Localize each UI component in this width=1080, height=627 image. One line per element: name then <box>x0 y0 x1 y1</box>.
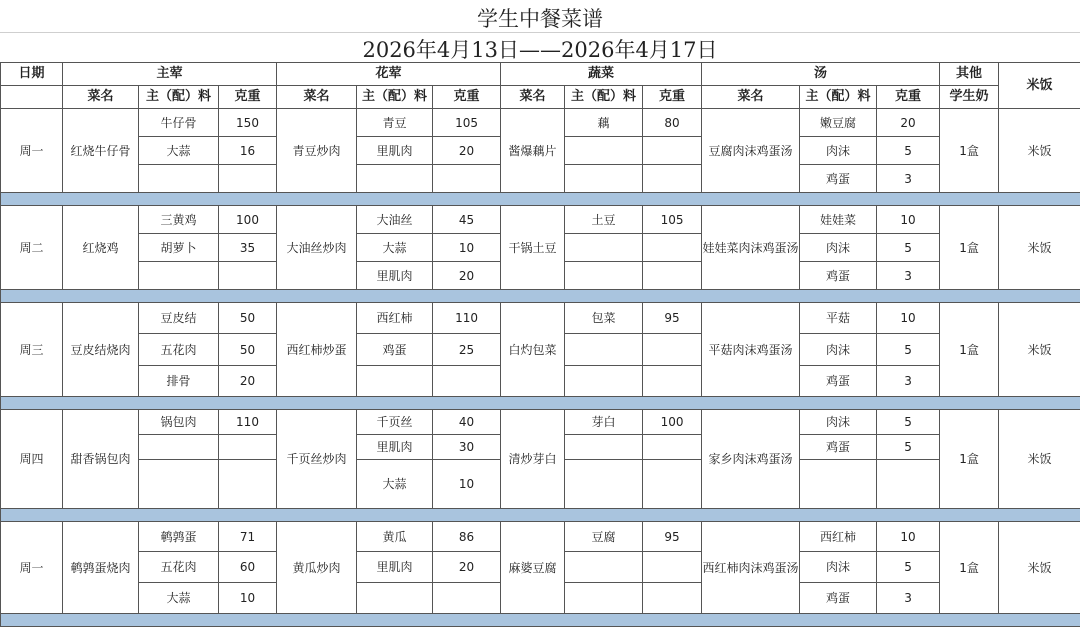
main-dish-name: 甜香锅包肉 <box>63 410 139 509</box>
main-weight: 16 <box>219 137 277 165</box>
soup-ingredient: 肉沫 <box>800 410 877 435</box>
main-dish-name: 鹌鹑蛋烧肉 <box>63 522 139 614</box>
soup-ingredient: 肉沫 <box>800 137 877 165</box>
half-ingredient <box>357 165 433 193</box>
half-ingredient: 里肌肉 <box>357 262 433 290</box>
milk-cell: 1盒 <box>940 303 999 397</box>
soup-ingredient: 西红柿 <box>800 522 877 552</box>
half-ingredient <box>357 583 433 614</box>
soup-weight: 5 <box>877 334 940 366</box>
half-weight: 45 <box>433 206 501 234</box>
veg-weight: 105 <box>643 206 702 234</box>
header-other: 其他 <box>940 63 999 86</box>
main-weight: 71 <box>219 522 277 552</box>
header-veg-weight: 克重 <box>643 86 702 109</box>
header-row-top <box>1 63 1080 86</box>
half-ingredient: 青豆 <box>357 109 433 137</box>
veg-weight <box>643 234 702 262</box>
day-cell: 周四 <box>1 410 63 509</box>
separator-band <box>1 509 1080 522</box>
header-rice: 米饭 <box>999 63 1080 109</box>
veg-dish-name: 干锅土豆 <box>501 206 565 290</box>
half-ingredient: 里肌肉 <box>357 137 433 165</box>
veg-dish-name: 麻婆豆腐 <box>501 522 565 614</box>
header-soup-name: 菜名 <box>702 86 800 109</box>
soup-weight: 5 <box>877 552 940 583</box>
table-row <box>1 303 1080 334</box>
soup-dish-name: 豆腐肉沫鸡蛋汤 <box>702 109 800 193</box>
soup-ingredient: 鸡蛋 <box>800 165 877 193</box>
veg-weight <box>643 334 702 366</box>
veg-ingredient: 芽白 <box>565 410 643 435</box>
header-half: 花荤 <box>277 63 501 86</box>
soup-ingredient: 鸡蛋 <box>800 262 877 290</box>
main-weight: 20 <box>219 366 277 397</box>
half-weight: 86 <box>433 522 501 552</box>
soup-weight: 5 <box>877 410 940 435</box>
veg-ingredient <box>565 234 643 262</box>
soup-weight: 10 <box>877 522 940 552</box>
main-ingredient <box>139 262 219 290</box>
soup-ingredient: 鸡蛋 <box>800 366 877 397</box>
soup-weight: 20 <box>877 109 940 137</box>
main-weight: 100 <box>219 206 277 234</box>
half-ingredient <box>357 366 433 397</box>
main-weight: 10 <box>219 583 277 614</box>
veg-weight: 100 <box>643 410 702 435</box>
half-weight: 110 <box>433 303 501 334</box>
half-weight: 105 <box>433 109 501 137</box>
header-soup-ingredient: 主（配）料 <box>800 86 877 109</box>
separator-row <box>1 193 1080 206</box>
table-row <box>1 109 1080 137</box>
soup-ingredient: 娃娃菜 <box>800 206 877 234</box>
half-ingredient: 里肌肉 <box>357 552 433 583</box>
milk-cell: 1盒 <box>940 410 999 509</box>
main-weight <box>219 262 277 290</box>
main-ingredient: 排骨 <box>139 366 219 397</box>
half-ingredient: 大蒜 <box>357 460 433 509</box>
veg-ingredient <box>565 165 643 193</box>
main-ingredient: 五花肉 <box>139 552 219 583</box>
table-row <box>1 410 1080 435</box>
soup-ingredient: 鸡蛋 <box>800 583 877 614</box>
veg-weight: 95 <box>643 522 702 552</box>
header-row-sub <box>1 86 1080 109</box>
main-ingredient <box>139 165 219 193</box>
rice-cell: 米饭 <box>999 522 1080 614</box>
veg-ingredient: 豆腐 <box>565 522 643 552</box>
rice-cell: 米饭 <box>999 206 1080 290</box>
half-dish-name: 大油丝炒肉 <box>277 206 357 290</box>
main-weight: 150 <box>219 109 277 137</box>
soup-dish-name: 西红柿肉沫鸡蛋汤 <box>702 522 800 614</box>
main-weight: 60 <box>219 552 277 583</box>
veg-weight <box>643 137 702 165</box>
half-weight: 10 <box>433 234 501 262</box>
soup-weight: 3 <box>877 583 940 614</box>
separator-row <box>1 290 1080 303</box>
milk-cell: 1盒 <box>940 522 999 614</box>
main-dish-name: 红烧鸡 <box>63 206 139 290</box>
veg-weight: 80 <box>643 109 702 137</box>
separator-band <box>1 290 1080 303</box>
header-veg-ingredient: 主（配）料 <box>565 86 643 109</box>
soup-dish-name: 平菇肉沫鸡蛋汤 <box>702 303 800 397</box>
header-half-ingredient: 主（配）料 <box>357 86 433 109</box>
soup-weight: 5 <box>877 137 940 165</box>
soup-dish-name: 家乡肉沫鸡蛋汤 <box>702 410 800 509</box>
separator-band <box>1 614 1080 627</box>
header-milk: 学生奶 <box>940 86 999 109</box>
main-ingredient: 大蒜 <box>139 583 219 614</box>
veg-ingredient <box>565 552 643 583</box>
main-ingredient <box>139 460 219 509</box>
main-ingredient: 牛仔骨 <box>139 109 219 137</box>
separator-band <box>1 193 1080 206</box>
main-ingredient: 三黄鸡 <box>139 206 219 234</box>
half-weight <box>433 583 501 614</box>
header-soup: 汤 <box>702 63 940 86</box>
milk-cell: 1盒 <box>940 109 999 193</box>
half-weight: 20 <box>433 137 501 165</box>
header-blank <box>1 86 63 109</box>
divider <box>0 32 1080 33</box>
page-title: 学生中餐菜谱 <box>0 3 1080 33</box>
day-cell: 周一 <box>1 109 63 193</box>
rice-cell: 米饭 <box>999 410 1080 509</box>
main-ingredient: 锅包肉 <box>139 410 219 435</box>
milk-cell: 1盒 <box>940 206 999 290</box>
separator-row <box>1 509 1080 522</box>
half-ingredient: 黄瓜 <box>357 522 433 552</box>
half-weight: 20 <box>433 552 501 583</box>
main-ingredient: 胡萝卜 <box>139 234 219 262</box>
soup-weight <box>877 460 940 509</box>
header-main-ingredient: 主（配）料 <box>139 86 219 109</box>
soup-weight: 5 <box>877 234 940 262</box>
soup-weight: 3 <box>877 262 940 290</box>
veg-weight <box>643 165 702 193</box>
soup-ingredient: 嫩豆腐 <box>800 109 877 137</box>
main-weight: 50 <box>219 334 277 366</box>
soup-ingredient <box>800 460 877 509</box>
main-ingredient: 豆皮结 <box>139 303 219 334</box>
separator-band <box>1 397 1080 410</box>
soup-ingredient: 肉沫 <box>800 552 877 583</box>
half-weight: 25 <box>433 334 501 366</box>
date-range: 2026年4月13日——2026年4月17日 <box>0 34 1080 64</box>
header-half-weight: 克重 <box>433 86 501 109</box>
veg-ingredient: 土豆 <box>565 206 643 234</box>
half-ingredient: 鸡蛋 <box>357 334 433 366</box>
veg-weight <box>643 460 702 509</box>
table-row <box>1 206 1080 234</box>
half-ingredient: 里肌肉 <box>357 435 433 460</box>
soup-weight: 10 <box>877 206 940 234</box>
veg-weight <box>643 366 702 397</box>
main-weight: 110 <box>219 410 277 435</box>
veg-dish-name: 酱爆藕片 <box>501 109 565 193</box>
main-ingredient: 五花肉 <box>139 334 219 366</box>
soup-weight: 3 <box>877 165 940 193</box>
header-main: 主荤 <box>63 63 277 86</box>
veg-weight <box>643 583 702 614</box>
header-soup-weight: 克重 <box>877 86 940 109</box>
header-veg: 蔬菜 <box>501 63 702 86</box>
header-veg-name: 菜名 <box>501 86 565 109</box>
day-cell: 周三 <box>1 303 63 397</box>
veg-ingredient: 藕 <box>565 109 643 137</box>
veg-weight <box>643 552 702 583</box>
main-weight <box>219 460 277 509</box>
half-ingredient: 大油丝 <box>357 206 433 234</box>
half-weight: 10 <box>433 460 501 509</box>
soup-ingredient: 平菇 <box>800 303 877 334</box>
main-ingredient: 鹌鹑蛋 <box>139 522 219 552</box>
header-main-weight: 克重 <box>219 86 277 109</box>
half-dish-name: 黄瓜炒肉 <box>277 522 357 614</box>
veg-dish-name: 白灼包菜 <box>501 303 565 397</box>
rice-cell: 米饭 <box>999 303 1080 397</box>
veg-weight <box>643 435 702 460</box>
half-ingredient: 千页丝 <box>357 410 433 435</box>
veg-ingredient <box>565 137 643 165</box>
veg-ingredient <box>565 334 643 366</box>
half-dish-name: 千页丝炒肉 <box>277 410 357 509</box>
veg-ingredient: 包菜 <box>565 303 643 334</box>
veg-ingredient <box>565 460 643 509</box>
soup-weight: 10 <box>877 303 940 334</box>
half-weight <box>433 165 501 193</box>
day-cell: 周一 <box>1 522 63 614</box>
half-ingredient: 西红柿 <box>357 303 433 334</box>
veg-ingredient <box>565 435 643 460</box>
main-dish-name: 红烧牛仔骨 <box>63 109 139 193</box>
header-main-name: 菜名 <box>63 86 139 109</box>
half-dish-name: 青豆炒肉 <box>277 109 357 193</box>
half-weight <box>433 366 501 397</box>
separator-row <box>1 614 1080 627</box>
soup-ingredient: 肉沫 <box>800 334 877 366</box>
main-weight <box>219 435 277 460</box>
header-half-name: 菜名 <box>277 86 357 109</box>
soup-ingredient: 肉沫 <box>800 234 877 262</box>
table-row <box>1 522 1080 552</box>
day-cell: 周二 <box>1 206 63 290</box>
main-weight <box>219 165 277 193</box>
soup-ingredient: 鸡蛋 <box>800 435 877 460</box>
veg-weight: 95 <box>643 303 702 334</box>
soup-dish-name: 娃娃菜肉沫鸡蛋汤 <box>702 206 800 290</box>
main-weight: 50 <box>219 303 277 334</box>
half-ingredient: 大蒜 <box>357 234 433 262</box>
half-dish-name: 西红柿炒蛋 <box>277 303 357 397</box>
rice-cell: 米饭 <box>999 109 1080 193</box>
main-weight: 35 <box>219 234 277 262</box>
veg-dish-name: 清炒芽白 <box>501 410 565 509</box>
veg-ingredient <box>565 583 643 614</box>
half-weight: 40 <box>433 410 501 435</box>
separator-row <box>1 397 1080 410</box>
main-ingredient: 大蒜 <box>139 137 219 165</box>
soup-weight: 5 <box>877 435 940 460</box>
main-ingredient <box>139 435 219 460</box>
veg-weight <box>643 262 702 290</box>
main-dish-name: 豆皮结烧肉 <box>63 303 139 397</box>
veg-ingredient <box>565 262 643 290</box>
header-date: 日期 <box>1 63 63 86</box>
half-weight: 20 <box>433 262 501 290</box>
veg-ingredient <box>565 366 643 397</box>
half-weight: 30 <box>433 435 501 460</box>
menu-table <box>0 62 1080 627</box>
soup-weight: 3 <box>877 366 940 397</box>
